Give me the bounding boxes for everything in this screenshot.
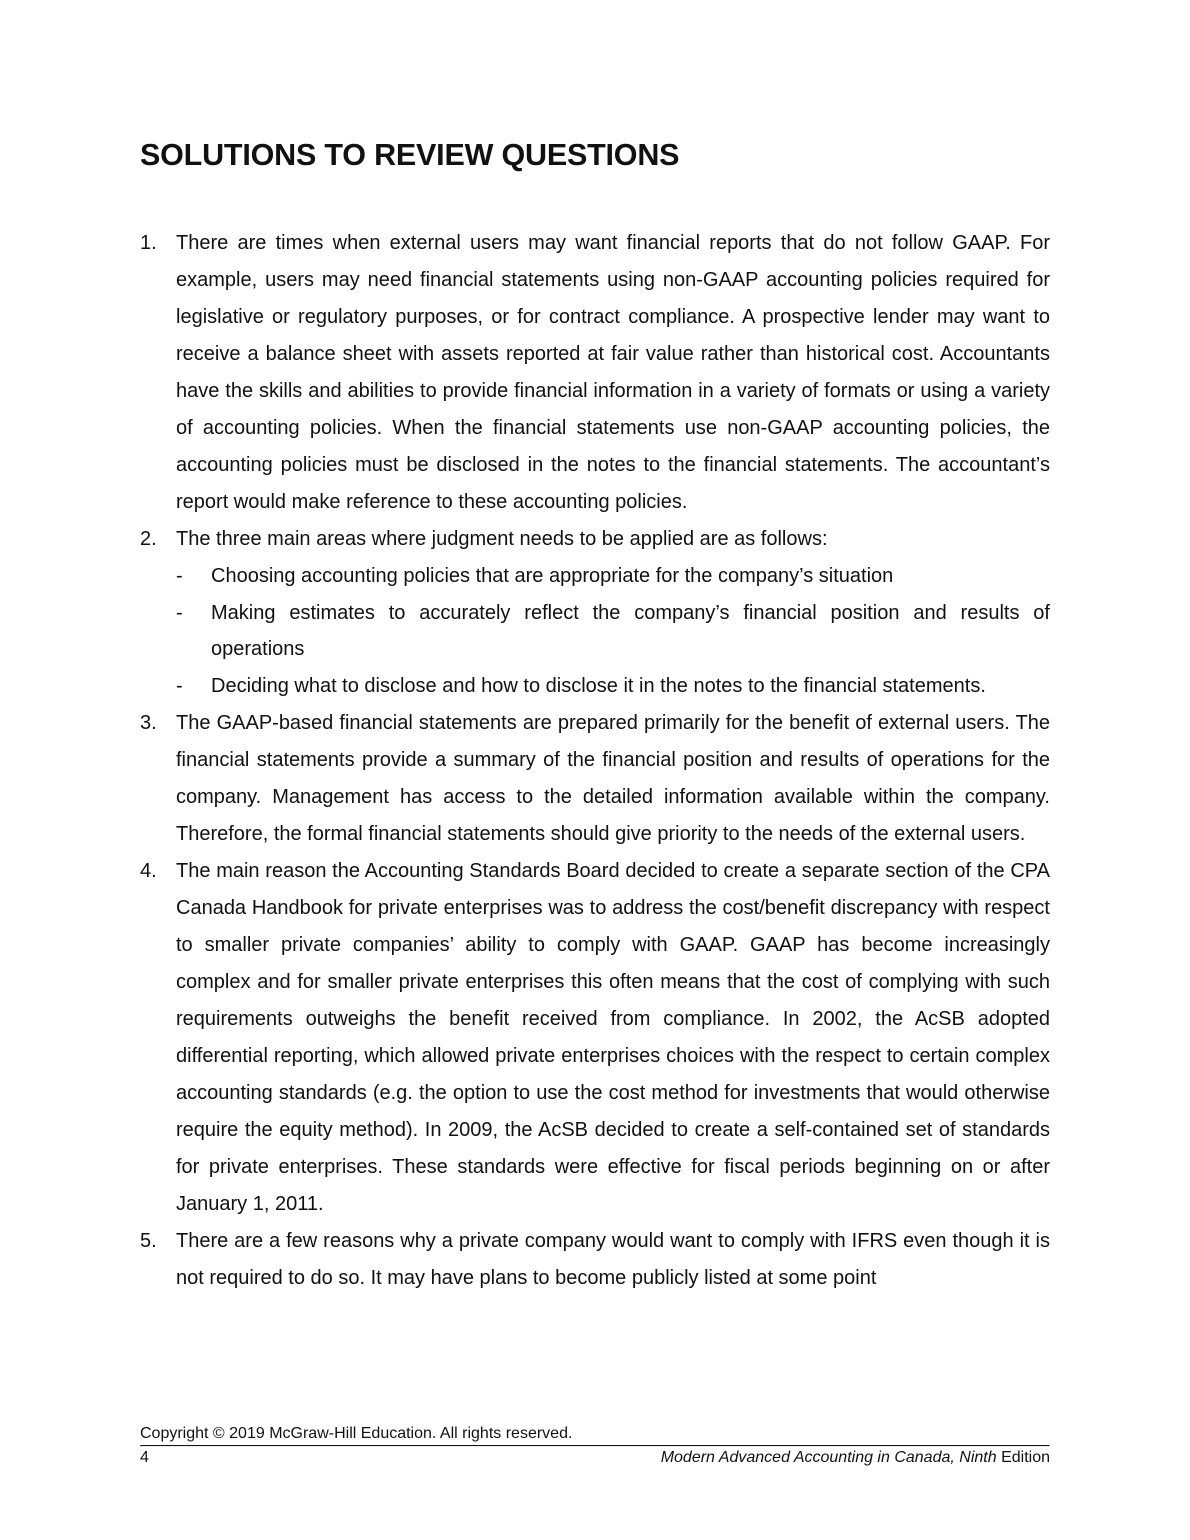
question-number: 2.	[140, 527, 157, 550]
question-text: There are a few reasons why a private company would want to comply with IFRS even though it is not required to do so. It may have plans to become publicly listed at some point	[176, 1229, 1050, 1289]
page-title: SOLUTIONS TO REVIEW QUESTIONS	[140, 138, 680, 172]
page-footer	[140, 1423, 1050, 1469]
dash-marker: -	[176, 675, 183, 698]
question-text: The main reason the Accounting Standards Board decided to create a separate section of the CPA Canada Handbook for private enterprises was to address the cost/benefit discrepancy with respect to smaller private companies’ ability to comply with GAAP. GAAP has become increasingly complex and for smaller private enterprises this often means that the cost of complying with such requirements outweighs the benefit received from compliance. In 2002, the AcSB adopted differential reporting, which allowed private enterprises choices with the respect to certain complex accounting standards (e.g. the option to use the cost method for investments that would otherwise require the equity method). In 2009, the AcSB decided to create a self-contained set of standards for private enterprises. These standards were effective for fiscal periods beginning on or after January 1, 2011.	[176, 860, 1050, 1215]
list-item-text: Deciding what to disclose and how to disclose it in the notes to the financial statements.	[211, 675, 986, 698]
question-text: The GAAP-based financial statements are prepared primarily for the benefit of external users. The financial statements provide a summary of the financial position and results of operations for the company. Management has access to the detailed information available within the company. Therefore, the formal financial statements should give priority to the needs of the external users.	[176, 712, 1050, 846]
list-item	[176, 668, 1050, 705]
review-questions-list	[140, 225, 1050, 1297]
question-item-4	[140, 853, 1050, 1223]
running-title	[661, 1447, 1050, 1469]
question-number: 4.	[140, 860, 157, 883]
book-title: Modern Advanced Accounting in Canada, Ninth	[660, 1449, 997, 1466]
question-text: There are times when external users may want financial reports that do not follow GAAP. For example, users may need financial statements using non-GAAP accounting policies required for legislative or regulatory purposes, or for contract compliance. A prospective lender may want to receive a balance sheet with assets reported at fair value rather than historical cost. Accountants have the skills and abilities to provide financial information in a variety of formats or using a variety of accounting policies. When the financial statements use non-GAAP accounting policies, the accounting policies must be disclosed in the notes to the financial statements. The accountant’s report would make reference to these accounting policies.	[176, 232, 1050, 513]
list-item-text: Choosing accounting policies that are appropriate for the company’s situation	[211, 564, 894, 587]
question-item-1	[140, 225, 1050, 521]
page-number: 4	[140, 1449, 149, 1466]
question-item-3	[140, 705, 1050, 853]
list-item-text: Making estimates to accurately reflect the company’s financial position and results of operations	[211, 601, 1050, 661]
judgment-areas-list	[176, 558, 1050, 706]
question-number: 5.	[140, 1229, 157, 1252]
book-title-suffix: Edition	[996, 1449, 1050, 1466]
list-item	[176, 558, 1050, 595]
question-number: 1.	[140, 232, 157, 254]
question-text: The three main areas where judgment needs to be applied are as follows:	[176, 527, 828, 550]
dash-marker: -	[176, 601, 183, 624]
question-item-2	[140, 521, 1050, 706]
question-item-5	[140, 1223, 1050, 1297]
question-number: 3.	[140, 712, 157, 735]
copyright-notice: Copyright © 2019 McGraw-Hill Education. All rights reserved.	[140, 1425, 573, 1442]
list-item	[176, 595, 1050, 669]
footer-row	[140, 1447, 1050, 1469]
dash-marker: -	[176, 564, 183, 587]
